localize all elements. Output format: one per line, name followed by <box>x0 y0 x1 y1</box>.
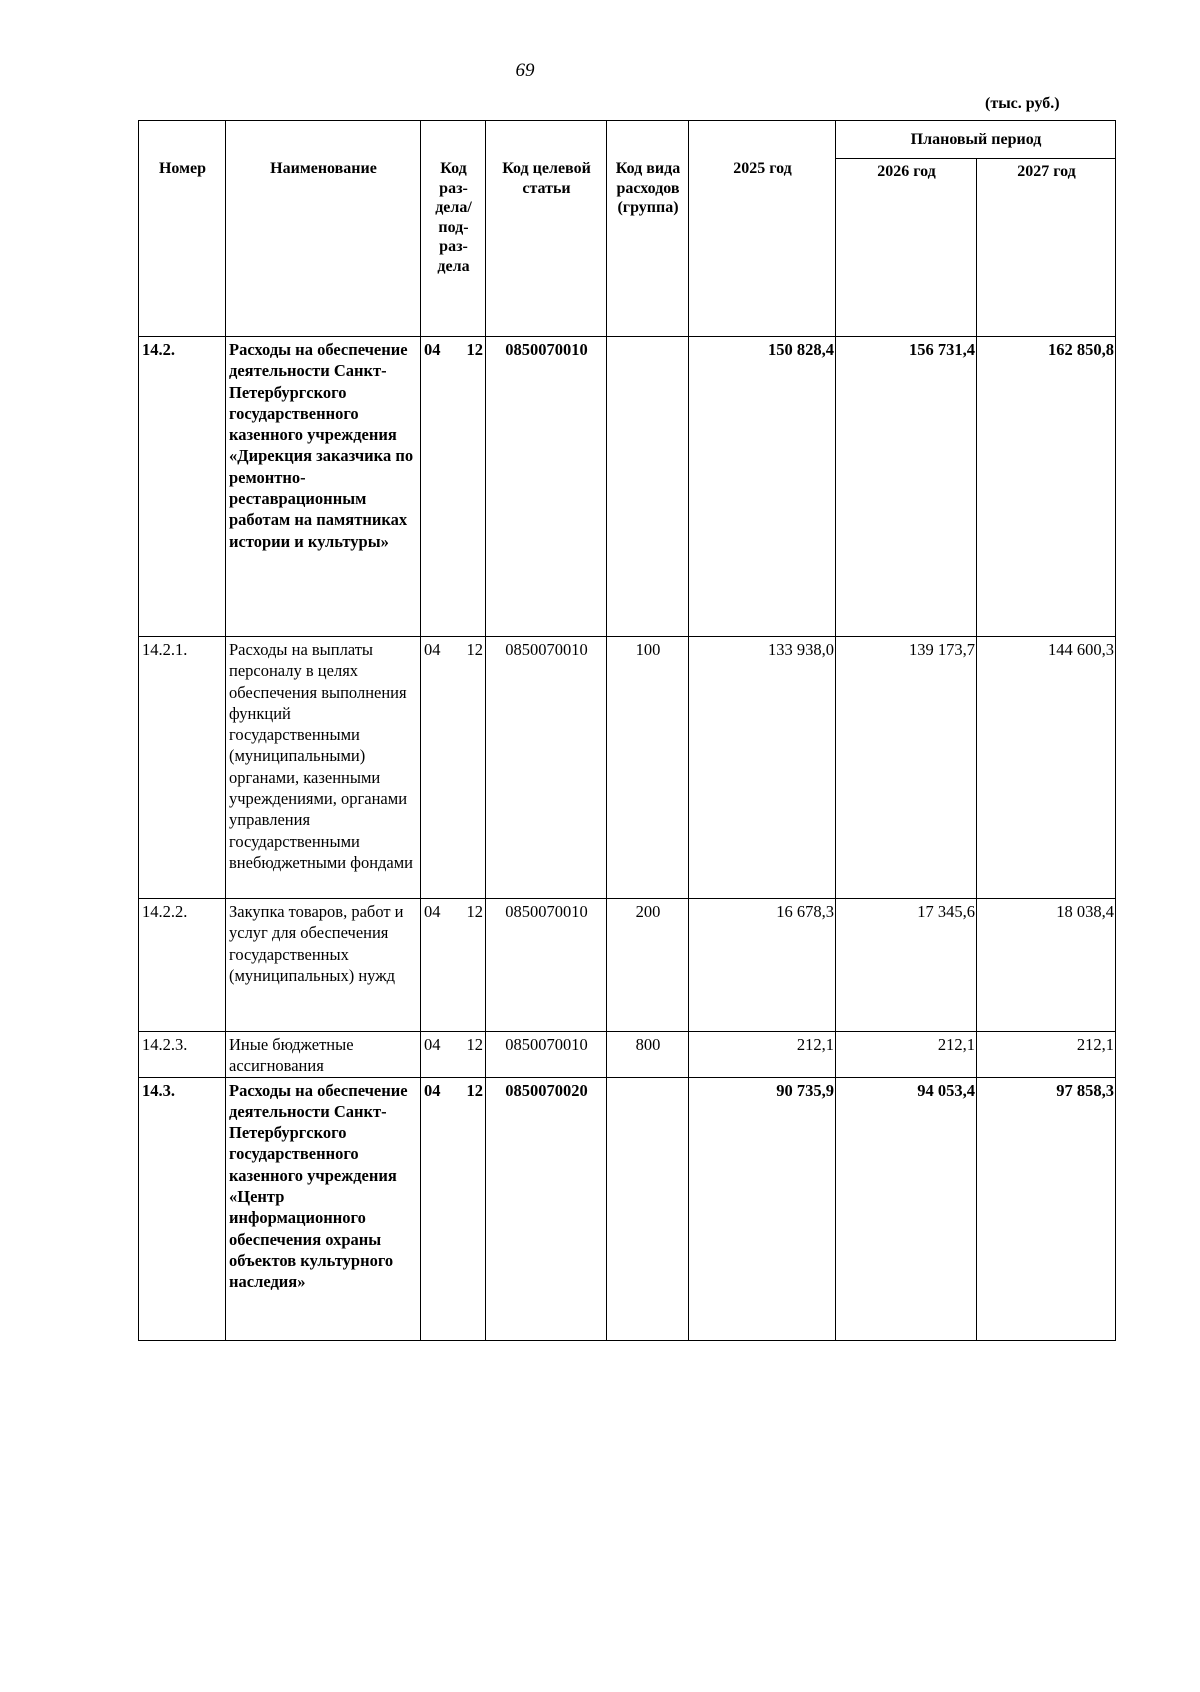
header-target-code: Код целевой статьи <box>486 121 607 337</box>
header-name: Наименование <box>226 121 421 337</box>
row-target-code: 0850070010 <box>486 337 607 637</box>
row-2025: 150 828,4 <box>689 337 836 637</box>
units-label: (тыс. руб.) <box>985 95 1060 112</box>
row-2026: 212,1 <box>836 1032 977 1078</box>
row-2027: 97 858,3 <box>977 1077 1116 1340</box>
row-section-code <box>421 1077 486 1340</box>
row-2025: 90 735,9 <box>689 1077 836 1340</box>
row-2027: 162 850,8 <box>977 337 1116 637</box>
table-row <box>139 1032 1116 1078</box>
row-2026: 156 731,4 <box>836 337 977 637</box>
row-number: 14.2.1. <box>139 637 226 899</box>
row-expense-type: 800 <box>607 1032 689 1078</box>
section-code: 04 <box>424 640 441 659</box>
row-expense-type: 200 <box>607 899 689 1032</box>
row-target-code: 0850070010 <box>486 1032 607 1078</box>
row-number: 14.2.3. <box>139 1032 226 1078</box>
row-target-code: 0850070010 <box>486 899 607 1032</box>
header-planned-period: Плановый период <box>836 121 1116 159</box>
header-year-2026: 2026 год <box>836 159 977 337</box>
subsection-code: 12 <box>466 640 483 659</box>
section-code: 04 <box>424 902 441 921</box>
table-row <box>139 899 1116 1032</box>
row-number: 14.2.2. <box>139 899 226 1032</box>
subsection-code: 12 <box>466 1080 483 1100</box>
row-2027: 212,1 <box>977 1032 1116 1078</box>
row-target-code: 0850070010 <box>486 637 607 899</box>
row-number: 14.3. <box>139 1077 226 1340</box>
header-number: Номер <box>139 121 226 337</box>
row-name: Расходы на обеспечение деятельности Санкт-Петербургского государственного казенного учреждения «Дирекция заказчика по ремонтно-реставрационным работам на памятниках истории и культуры» <box>226 337 421 637</box>
subsection-code: 12 <box>466 340 483 359</box>
row-expense-type <box>607 337 689 637</box>
row-target-code: 0850070020 <box>486 1077 607 1340</box>
header-section-code: Код раз- дела/ под- раз- дела <box>421 121 486 337</box>
row-2026: 139 173,7 <box>836 637 977 899</box>
section-code: 04 <box>424 1035 441 1054</box>
table-row <box>139 337 1116 637</box>
row-section-code <box>421 337 486 637</box>
header-expense-type-code: Код вида расходов (группа) <box>607 121 689 337</box>
row-section-code <box>421 899 486 1032</box>
subsection-code: 12 <box>466 902 483 921</box>
page-number: 69 <box>515 60 535 81</box>
row-section-code <box>421 1032 486 1078</box>
row-name: Расходы на обеспечение деятельности Санкт-Петербургского государственного казенного учреждения «Центр информационного обеспечения охраны объектов культурного наследия» <box>226 1077 421 1340</box>
header-year-2025: 2025 год <box>689 121 836 337</box>
table-row <box>139 1077 1116 1340</box>
row-2027: 144 600,3 <box>977 637 1116 899</box>
row-2027: 18 038,4 <box>977 899 1116 1032</box>
row-name: Расходы на выплаты персоналу в целях обеспечения выполнения функций государственными (муниципальными) органами, казенными учреждениями, органами управления государственными внебюджетными фондами <box>226 637 421 899</box>
header-year-2027: 2027 год <box>977 159 1116 337</box>
row-2025: 16 678,3 <box>689 899 836 1032</box>
table-row <box>139 637 1116 899</box>
row-name: Закупка товаров, работ и услуг для обеспечения государственных (муниципальных) нужд <box>226 899 421 1032</box>
row-expense-type: 100 <box>607 637 689 899</box>
row-expense-type <box>607 1077 689 1340</box>
section-code: 04 <box>424 340 441 359</box>
row-2025: 212,1 <box>689 1032 836 1078</box>
row-number: 14.2. <box>139 337 226 637</box>
section-code: 04 <box>424 1080 441 1100</box>
row-2026: 17 345,6 <box>836 899 977 1032</box>
subsection-code: 12 <box>466 1035 483 1054</box>
row-name: Иные бюджетные ассигнования <box>226 1032 421 1078</box>
row-2025: 133 938,0 <box>689 637 836 899</box>
row-2026: 94 053,4 <box>836 1077 977 1340</box>
row-section-code <box>421 637 486 899</box>
budget-table <box>138 120 1116 1341</box>
